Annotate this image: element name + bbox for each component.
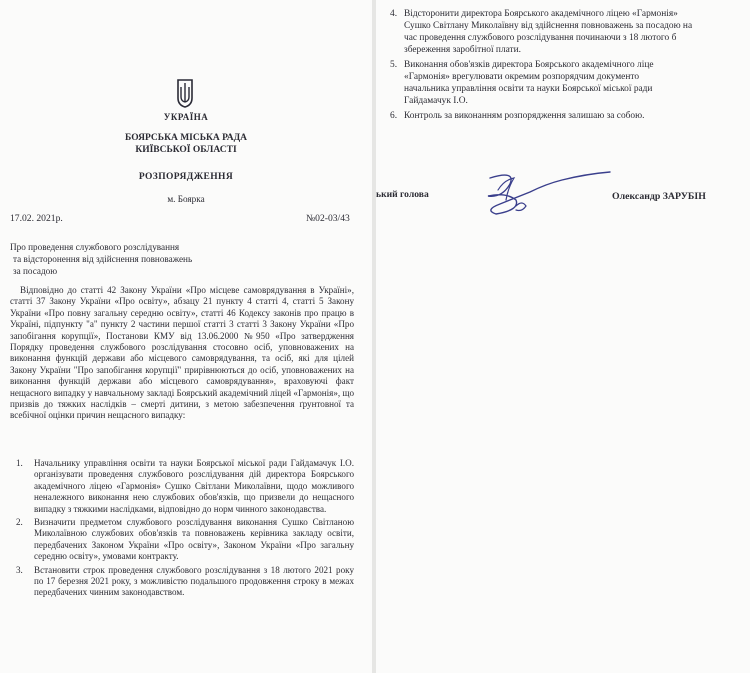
tryzub-icon [176,78,194,108]
item-line: Відсторонити директора Боярського академічного ліцею «Гармонія» [404,9,678,19]
item-line: Сушко Світлану Миколаївну від здійснення повноважень за посадою на [404,21,693,31]
item-line: начальника управління освіти та науки Боярської міської ради [404,84,653,94]
order-items-list [10,458,354,601]
item-number: 3. [16,564,23,575]
handwritten-signature [476,166,616,224]
subject-line: та відсторонення від здійснення повноважень [13,254,193,264]
item-line: Виконання обов'язків директора Боярського академічного ліце [404,60,654,70]
subject-line: за посадою [13,266,58,276]
item-number: 1. [16,458,23,468]
document-page-right [376,0,750,673]
list-item [388,8,750,56]
list-item [388,59,750,107]
document-page-left [0,0,372,673]
item-line: час проведення службового розслідування починаючи з 18 лютого б [404,33,677,43]
item-line: Контроль за виконанням розпорядження залишаю за собою. [404,111,645,121]
city-label: м. Боярка [167,194,205,204]
item-line: Гайдамачук І.О. [404,96,468,106]
item-line: збереження заробітної плати. [404,45,521,55]
country-label: УКРАЇНА [163,112,209,122]
item-text: Начальнику управління освіти та науки Боярської міської ради Гайдамачук І.О. організувати проведення службового розслідування дій директора Боярського академічного ліцею «Гармонія» Сушко Світлани Миколаївни, щодо можливого неналежного виконання нею службових обов'язків, що призвели до нещасного випадку з тяжкими наслідками, відповідно до норм чинного законодавства. [34,458,354,514]
item-text: Встановити строк проведення службового розслідування з 18 лютого 2021 року по 17 березня 2021 року, з можливістю подальшого продовження строку в межах передбачених чинним законодавством. [34,564,354,598]
item-number: 2. [16,517,23,528]
signer-title: ький голова [376,189,429,200]
list-item [10,517,354,563]
document-number: №02-03/43 [306,213,350,224]
item-number: 4. [390,9,398,19]
item-number: 5. [390,60,398,70]
subject-line: Про проведення службового розслідування [10,242,180,252]
council-name: БОЯРСЬКА МІСЬКА РАДА [125,133,247,143]
order-items-list-continued [388,8,750,125]
list-item [388,110,750,122]
preamble-paragraph: Відповідно до статті 42 Закону України «Про місцеве самоврядування в Україні», статті 37 Закону України «Про освіту», абзацу 21 пункту 4 статті 4, статті 5 Закону України «Про повну загальну середню освіту», статті 46 Кодексу законів про працю в Україні, підпункту "а" пункту 2 частини першої статті 3 статті 3 Закону України «Про запобігання корупції», Постанови КМУ від 13.06.2000 №950 «Про затвердження Порядку проведення службового розслідування стосовно осіб, уповноважених на виконання функцій держави або місцевого самоврядування, та осіб, які для цілей Закону України "Про запобігання корупції" прирівнюються до осіб, уповноважених на виконання функцій держави або місцевого самоврядування», враховуючі факт нещасного випадку у навчальному закладі Боярський академічний ліцей «Гармонія», що призвів до тяжких наслідків – смерті дитини, з метою забезпечення ґрунтовної та всебічної оцінки причин нещасного випадку: [10,285,354,421]
item-line: «Гармонія» врегулювати окремим розпорядчим документо [404,72,640,82]
list-item [10,565,354,599]
document-type: РОЗПОРЯДЖЕННЯ [138,172,234,182]
signer-name: Олександр ЗАРУБІН [612,191,706,202]
council-region: КИЇВСЬКОЇ ОБЛАСТІ [135,145,237,155]
document-date: 17.02. 2021р. [10,213,63,224]
item-text: Визначити предметом службового розслідування виконання Сушко Світланою Миколаївною службових обов'язків та повноважень керівника закладу освіти, передбачених Законом України «Про освіту», Законом України «Про загальну середню освіту», умовами контракту. [34,517,354,562]
list-item [10,458,354,515]
item-number: 6. [390,111,398,121]
